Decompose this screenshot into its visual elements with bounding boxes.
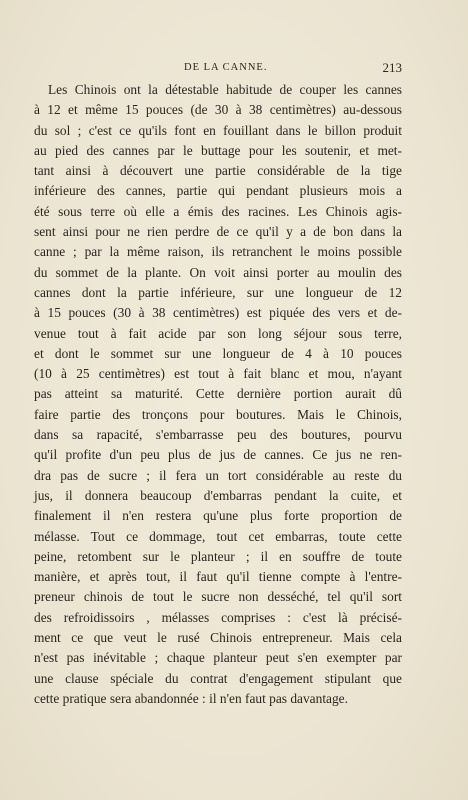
text-line: du sol ; c'est ce qu'ils font en fouillant dans le billon produit (34, 122, 402, 138)
text-line: à 12 et même 15 pouces (de 30 à 38 centimètres) au-dessous (34, 102, 402, 118)
text-line: des refroidissoirs , mélasses comprises : c'est là précisé- (34, 609, 402, 625)
text-line: à 15 pouces (30 à 38 centimètres) est piquée des vers et de- (34, 305, 402, 321)
text-line: peine, retombent sur le planteur ; il en souffre de toute (34, 548, 402, 564)
text-line: et dont le sommet sur une longueur de 4 à 10 pouces (34, 345, 402, 361)
text-line: une clause spéciale du contrat d'engagement stipulant que (34, 670, 402, 686)
text-line: canne ; par la même raison, ils retranchent le moins possible (34, 244, 402, 260)
text-line: dra pas de sucre ; il fera un tort considérable au reste du (34, 467, 402, 483)
text-line: cannes dont la partie inférieure, sur une longueur de 12 (34, 284, 402, 300)
text-line: preneur chinois de tout le sucre non desséché, tel qu'il sort (34, 589, 402, 605)
text-line: manière, et après tout, il faut qu'il tienne compte à l'entre- (34, 569, 402, 585)
text-line: n'est pas inévitable ; chaque planteur peut s'en exempter par (34, 650, 402, 666)
text-line: tant ainsi à découvert une partie considérable de la tige (34, 163, 402, 179)
text-line: dans sa rapacité, s'embarrasse peu des boutures, pourvu (34, 427, 402, 443)
text-line: Les Chinois ont la détestable habitude de couper les cannes (48, 82, 402, 97)
page-number: 213 (382, 60, 402, 75)
text-line: qu'il profite d'un peu plus de jus de cannes. Ce jus ne ren- (34, 447, 402, 463)
text-line: pas atteint sa maturité. Cette dernière portion aurait dû (34, 386, 402, 402)
text-line: finalement il n'en restera qu'une plus forte proportion de (34, 508, 402, 524)
text-line: été sous terre où elle a émis des racines. Les Chinois agis- (34, 203, 402, 219)
text-line: jus, il donnera beaucoup d'embarras pendant la cuite, et (34, 487, 402, 503)
text-line: cette pratique sera abandonnée : il n'en faut pas davantage. (34, 690, 348, 706)
text-line: au pied des cannes par le buttage pour les soutenir, et met- (34, 142, 402, 158)
text-line: sent ainsi pour ne rien perdre de ce qu'il y a de bon dans la (34, 224, 402, 240)
text-line: ment ce que veut le rusé Chinois entrepreneur. Mais cela (34, 630, 402, 646)
text-line: inférieure des cannes, partie qui pendant plusieurs mois a (34, 183, 402, 199)
text-line: (10 à 25 centimètres) est tout à fait blanc et mou, n'ayant (34, 366, 402, 382)
text-line: faire partie des tronçons pour boutures. Mais le Chinois, (34, 406, 402, 422)
running-head (34, 60, 402, 78)
running-title: DE LA CANNE. (184, 62, 268, 73)
text-line: venue tout à fait acide par son long séjour sous terre, (34, 325, 402, 341)
text-line: mélasse. Tout ce dommage, tout cet embarras, toute cette (34, 528, 402, 544)
text-line: du sommet de la plante. On voit ainsi porter au moulin des (34, 264, 402, 280)
body-text (34, 80, 402, 709)
